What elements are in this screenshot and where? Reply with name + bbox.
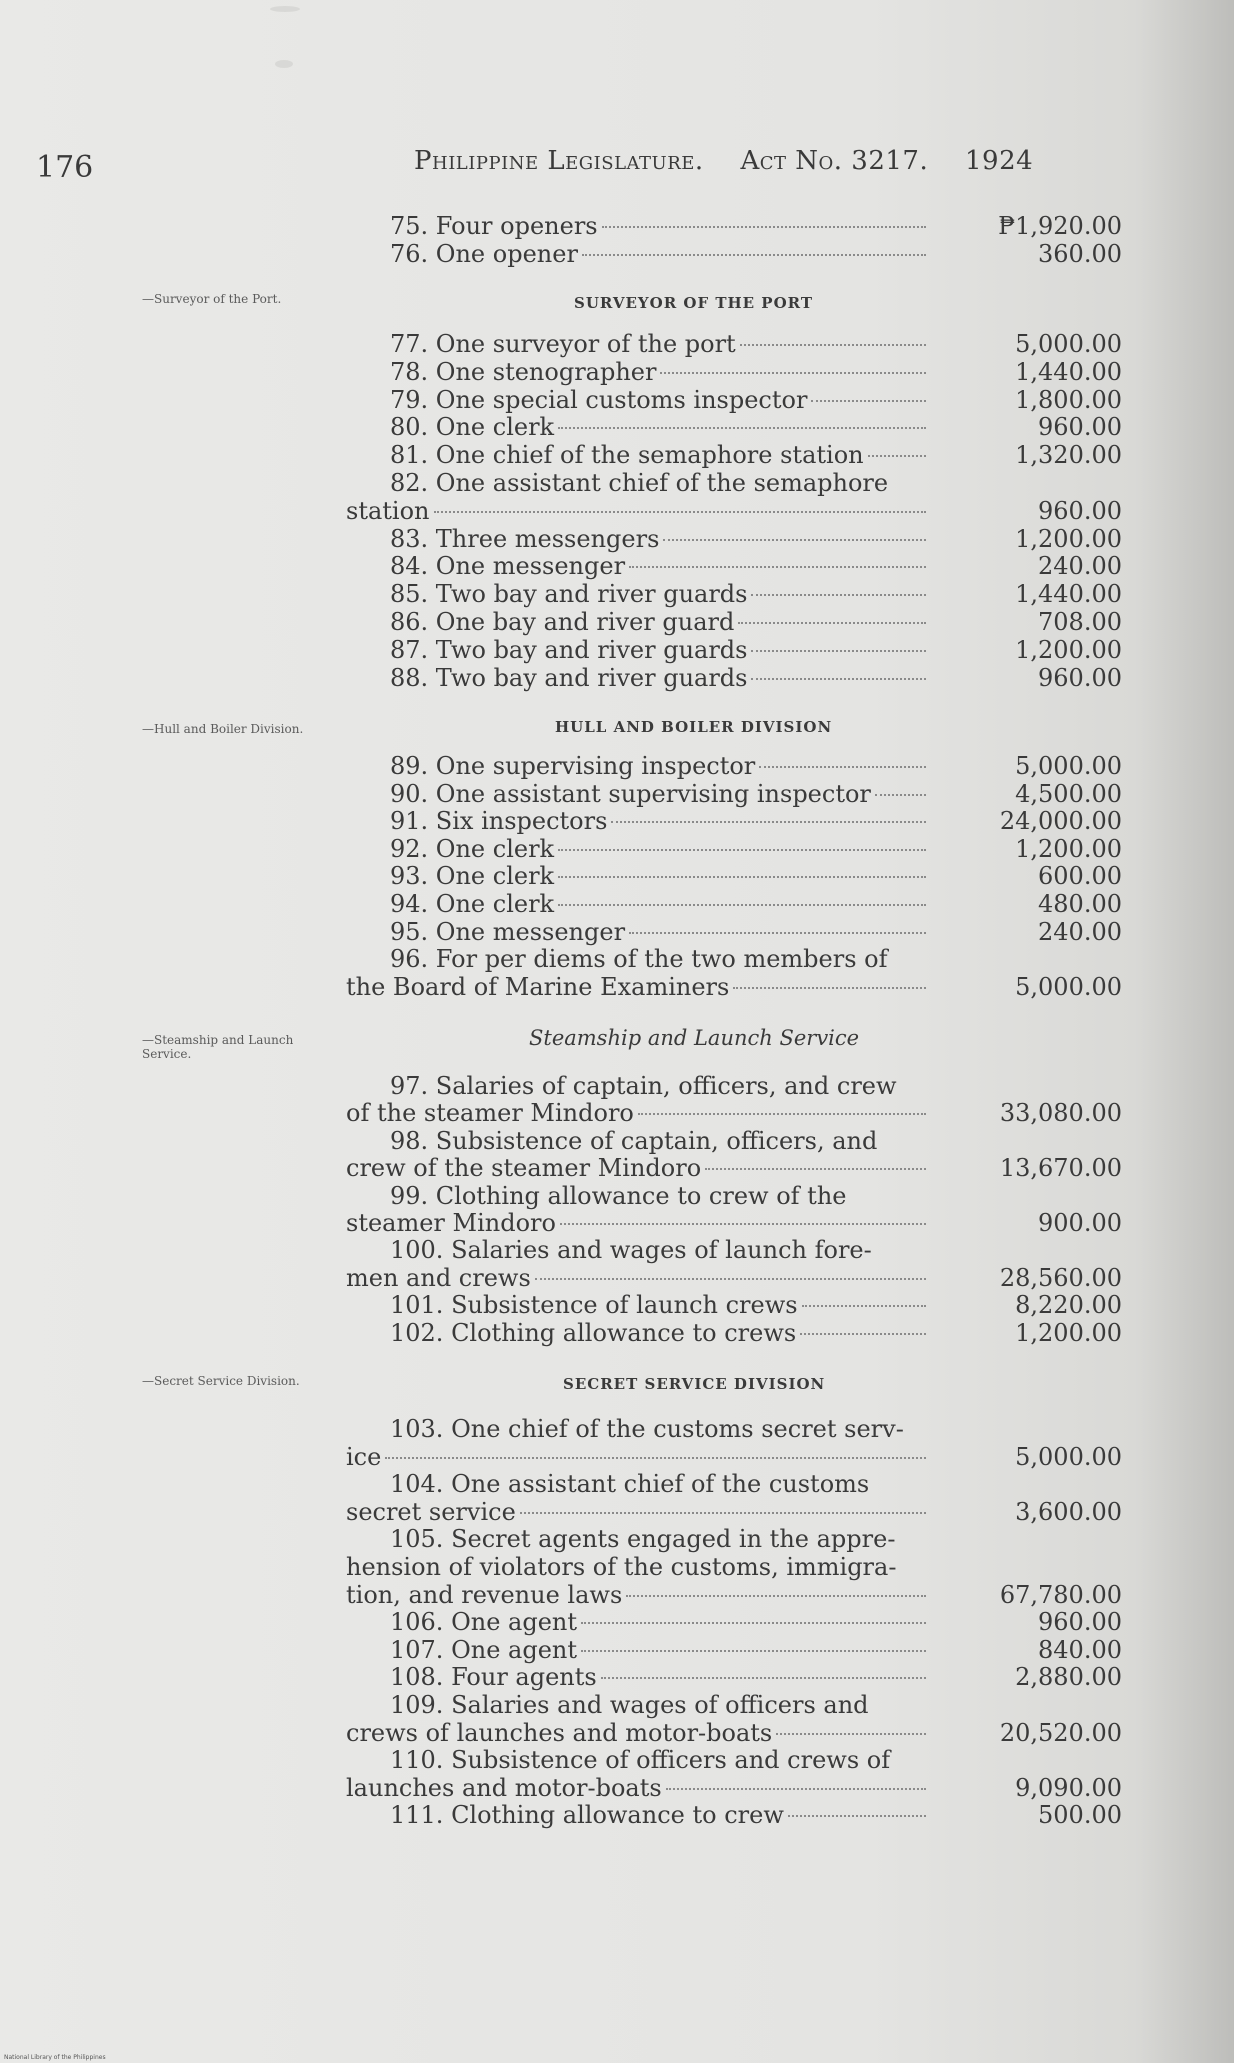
line-item-text: crews of launches and motor-boats bbox=[346, 1718, 773, 1747]
margin-note: —Secret Service Division. bbox=[142, 1374, 300, 1388]
line-item-text: 104. One assistant chief of the customs bbox=[390, 1470, 870, 1499]
dot-leader bbox=[800, 1333, 926, 1335]
dot-leader bbox=[666, 1788, 926, 1790]
margin-note: —Hull and Boiler Division. bbox=[142, 722, 304, 736]
line-item bbox=[346, 1719, 930, 1747]
line-item-amount: 960.00 bbox=[1038, 413, 1122, 442]
line-item bbox=[390, 1636, 930, 1664]
line-item-amount: 20,520.00 bbox=[999, 1718, 1122, 1747]
line-item bbox=[390, 469, 930, 497]
line-item bbox=[390, 330, 930, 358]
dot-leader bbox=[788, 1815, 926, 1817]
line-item-amount: 360.00 bbox=[1038, 240, 1122, 268]
line-item bbox=[390, 1691, 930, 1719]
page-number: 176 bbox=[36, 150, 94, 185]
line-item-text: 78. One stenographer bbox=[390, 357, 657, 386]
line-item bbox=[390, 580, 930, 608]
line-item-text: 85. Two bay and river guards bbox=[390, 580, 748, 609]
line-item-text: the Board of Marine Examiners bbox=[346, 972, 730, 1001]
dot-leader bbox=[705, 1168, 926, 1170]
line-item bbox=[390, 608, 930, 636]
line-item-text: 105. Secret agents engaged in the appre- bbox=[390, 1525, 896, 1554]
dot-leader bbox=[434, 511, 927, 513]
line-item-text: crew of the steamer Mindoro bbox=[346, 1154, 702, 1183]
line-item-text: 81. One chief of the semaphore station bbox=[390, 441, 864, 470]
line-item-text: 92. One clerk bbox=[390, 834, 555, 863]
dot-leader bbox=[629, 932, 926, 934]
line-item-amount: 4,500.00 bbox=[1015, 779, 1122, 808]
line-item-amount: 5,000.00 bbox=[1015, 752, 1122, 780]
line-item-amount: 1,440.00 bbox=[1015, 580, 1122, 609]
dot-leader bbox=[581, 1650, 926, 1652]
line-item-text: 75. Four openers bbox=[390, 212, 598, 240]
line-item-text: 106. One agent bbox=[390, 1608, 578, 1637]
line-item-text: 82. One assistant chief of the semaphore bbox=[390, 469, 889, 497]
dot-leader bbox=[751, 678, 926, 680]
line-item bbox=[390, 1746, 930, 1774]
dot-leader bbox=[751, 650, 926, 652]
line-item bbox=[390, 1072, 930, 1100]
line-item-text: 88. Two bay and river guards bbox=[390, 663, 748, 692]
line-item bbox=[390, 1182, 930, 1210]
line-item-text: 77. One surveyor of the port bbox=[390, 330, 736, 358]
line-item-text: 108. Four agents bbox=[390, 1663, 597, 1692]
line-item-amount: 1,200.00 bbox=[1015, 834, 1122, 863]
line-item-text: ice bbox=[346, 1442, 382, 1471]
line-item bbox=[390, 1291, 930, 1319]
dot-leader bbox=[558, 904, 926, 906]
dot-leader bbox=[802, 1305, 926, 1307]
line-item-text: 91. Six inspectors bbox=[390, 807, 608, 836]
dot-leader bbox=[558, 849, 926, 851]
line-item-text: 97. Salaries of captain, officers, and crew bbox=[390, 1072, 897, 1100]
section-heading: SURVEYOR OF THE PORT bbox=[574, 294, 814, 312]
dot-leader bbox=[868, 455, 926, 457]
dot-leader bbox=[560, 1223, 926, 1225]
section-heading: Steamship and Launch Service bbox=[529, 1026, 860, 1050]
line-item-amount: 67,780.00 bbox=[999, 1580, 1122, 1609]
line-item bbox=[390, 240, 930, 268]
margin-note: —Surveyor of the Port. bbox=[142, 292, 282, 306]
paper-smudge bbox=[275, 60, 293, 68]
dot-leader bbox=[611, 821, 926, 823]
line-item-amount: 1,800.00 bbox=[1015, 385, 1122, 414]
dot-leader bbox=[875, 794, 926, 796]
line-item-amount: ₱1,920.00 bbox=[998, 212, 1122, 240]
line-item-amount: 1,200.00 bbox=[1015, 635, 1122, 664]
line-item bbox=[390, 413, 930, 441]
line-item bbox=[390, 664, 930, 692]
line-item bbox=[390, 1319, 930, 1347]
line-item bbox=[390, 752, 930, 780]
line-item-text: 102. Clothing allowance to crews bbox=[390, 1318, 797, 1347]
line-item-text: 79. One special customs inspector bbox=[390, 385, 808, 414]
line-item bbox=[390, 358, 930, 386]
line-item bbox=[346, 973, 930, 1001]
line-item-amount: 240.00 bbox=[1038, 552, 1122, 581]
line-item-text: 98. Subsistence of captain, officers, and bbox=[390, 1126, 878, 1155]
line-item bbox=[390, 890, 930, 918]
dot-leader bbox=[740, 344, 926, 346]
line-item bbox=[390, 552, 930, 580]
section-heading: HULL AND BOILER DIVISION bbox=[555, 718, 833, 736]
line-item-text: 90. One assistant supervising inspector bbox=[390, 779, 871, 808]
line-item bbox=[346, 1498, 930, 1526]
line-item bbox=[390, 1608, 930, 1636]
line-item-text: 93. One clerk bbox=[390, 862, 555, 891]
line-item-text: 103. One chief of the customs secret serv- bbox=[390, 1415, 904, 1443]
line-item-text: 110. Subsistence of officers and crews of bbox=[390, 1746, 891, 1775]
line-item-text: 84. One messenger bbox=[390, 552, 626, 581]
line-item bbox=[390, 1127, 930, 1155]
line-item-amount: 5,000.00 bbox=[1015, 1442, 1122, 1471]
line-item-text: 89. One supervising inspector bbox=[390, 752, 756, 780]
line-item-text: tion, and revenue laws bbox=[346, 1580, 623, 1609]
line-item-text: 87. Two bay and river guards bbox=[390, 635, 748, 664]
line-item-text: secret service bbox=[346, 1497, 516, 1526]
line-item bbox=[346, 1553, 930, 1581]
line-item-amount: 2,880.00 bbox=[1015, 1663, 1122, 1692]
dot-leader bbox=[520, 1512, 926, 1514]
running-head bbox=[414, 146, 1061, 176]
line-item bbox=[390, 807, 930, 835]
line-item-text: 99. Clothing allowance to crew of the bbox=[390, 1181, 847, 1210]
line-item-text: 100. Salaries and wages of launch fore- bbox=[390, 1236, 872, 1265]
line-item-text: 107. One agent bbox=[390, 1635, 578, 1664]
line-item bbox=[390, 1801, 930, 1829]
line-item-text: 76. One opener bbox=[390, 240, 578, 268]
dot-leader bbox=[581, 1622, 926, 1624]
line-item-amount: 5,000.00 bbox=[1015, 330, 1122, 358]
line-item bbox=[390, 386, 930, 414]
line-item bbox=[390, 780, 930, 808]
dot-leader bbox=[733, 987, 926, 989]
dot-leader bbox=[759, 766, 926, 768]
line-item-amount: 900.00 bbox=[1038, 1209, 1122, 1237]
line-item-text: 101. Subsistence of launch crews bbox=[390, 1291, 798, 1320]
line-item-text: men and crews bbox=[346, 1263, 531, 1292]
dot-leader bbox=[601, 1677, 926, 1679]
margin-note: —Steamship and Launch Service. bbox=[142, 1033, 294, 1061]
line-item-text: 109. Salaries and wages of officers and bbox=[390, 1691, 869, 1719]
line-item bbox=[390, 525, 930, 553]
line-item-text: station bbox=[346, 496, 430, 525]
dot-leader bbox=[558, 427, 926, 429]
line-item-text: 83. Three messengers bbox=[390, 524, 660, 553]
dot-leader bbox=[602, 226, 926, 228]
line-item-text: of the steamer Mindoro bbox=[346, 1099, 634, 1128]
line-item-text: 80. One clerk bbox=[390, 413, 555, 442]
line-item bbox=[390, 1236, 930, 1264]
dot-leader bbox=[535, 1278, 926, 1280]
line-item-amount: 960.00 bbox=[1038, 1608, 1122, 1637]
line-item-amount: 480.00 bbox=[1038, 890, 1122, 918]
line-item-text: hension of violators of the customs, immigra- bbox=[346, 1553, 897, 1581]
line-item bbox=[390, 945, 930, 973]
line-item-amount: 28,560.00 bbox=[999, 1263, 1122, 1292]
dot-leader bbox=[582, 254, 926, 256]
line-item bbox=[390, 862, 930, 890]
line-item bbox=[346, 1209, 930, 1237]
line-item bbox=[346, 1774, 930, 1802]
line-item-amount: 5,000.00 bbox=[1015, 972, 1122, 1001]
line-item-amount: 600.00 bbox=[1038, 862, 1122, 891]
line-item bbox=[390, 1415, 930, 1443]
line-item-text: steamer Mindoro bbox=[346, 1209, 556, 1237]
dot-leader bbox=[776, 1733, 926, 1735]
paper-smudge bbox=[270, 6, 300, 12]
dot-leader bbox=[638, 1113, 926, 1115]
line-item-amount: 24,000.00 bbox=[999, 807, 1122, 836]
line-item-amount: 9,090.00 bbox=[1015, 1773, 1122, 1802]
line-item bbox=[346, 1099, 930, 1127]
dot-leader bbox=[738, 622, 926, 624]
dot-leader bbox=[811, 400, 926, 402]
line-item-amount: 960.00 bbox=[1038, 496, 1122, 525]
section-heading: SECRET SERVICE DIVISION bbox=[563, 1375, 826, 1393]
dot-leader bbox=[626, 1595, 926, 1597]
line-item-text: launches and motor-boats bbox=[346, 1773, 662, 1802]
line-item-amount: 1,320.00 bbox=[1015, 441, 1122, 470]
running-head-act: Act No. 3217. bbox=[740, 146, 929, 176]
line-item bbox=[390, 1663, 930, 1691]
line-item-amount: 1,200.00 bbox=[1015, 1318, 1122, 1347]
dot-leader bbox=[558, 876, 926, 878]
line-item-amount: 13,670.00 bbox=[999, 1154, 1122, 1183]
line-item bbox=[390, 212, 930, 240]
dot-leader bbox=[385, 1457, 926, 1459]
line-item bbox=[390, 1525, 930, 1553]
footer-tag: National Library of the Philippines bbox=[4, 2054, 106, 2061]
line-item-text: 94. One clerk bbox=[390, 890, 555, 918]
line-item bbox=[346, 1264, 930, 1292]
line-item bbox=[390, 1470, 930, 1498]
line-item bbox=[346, 497, 930, 525]
line-item bbox=[346, 1581, 930, 1609]
line-item-amount: 708.00 bbox=[1038, 608, 1122, 636]
line-item-text: 96. For per diems of the two members of bbox=[390, 945, 888, 974]
line-item-amount: 840.00 bbox=[1038, 1635, 1122, 1664]
line-item-amount: 960.00 bbox=[1038, 663, 1122, 692]
line-item bbox=[390, 441, 930, 469]
line-item bbox=[390, 636, 930, 664]
running-head-title: Philippine Legislature. bbox=[414, 146, 704, 176]
line-item-amount: 3,600.00 bbox=[1015, 1497, 1122, 1526]
line-item bbox=[346, 1154, 930, 1182]
dot-leader bbox=[660, 372, 926, 374]
line-item-text: 86. One bay and river guard bbox=[390, 608, 735, 636]
line-item bbox=[346, 1443, 930, 1471]
line-item-text: 95. One messenger bbox=[390, 917, 626, 946]
line-item-text: 111. Clothing allowance to crew bbox=[390, 1801, 784, 1830]
line-item-amount: 1,200.00 bbox=[1015, 524, 1122, 553]
line-item-amount: 8,220.00 bbox=[1015, 1291, 1122, 1320]
dot-leader bbox=[663, 539, 926, 541]
line-item-amount: 33,080.00 bbox=[999, 1099, 1122, 1128]
line-item bbox=[390, 835, 930, 863]
line-item-amount: 1,440.00 bbox=[1015, 357, 1122, 386]
line-item-amount: 240.00 bbox=[1038, 917, 1122, 946]
running-head-year: 1924 bbox=[965, 146, 1034, 176]
dot-leader bbox=[629, 566, 926, 568]
line-item-amount: 500.00 bbox=[1038, 1801, 1122, 1830]
line-item bbox=[390, 918, 930, 946]
dot-leader bbox=[751, 594, 926, 596]
